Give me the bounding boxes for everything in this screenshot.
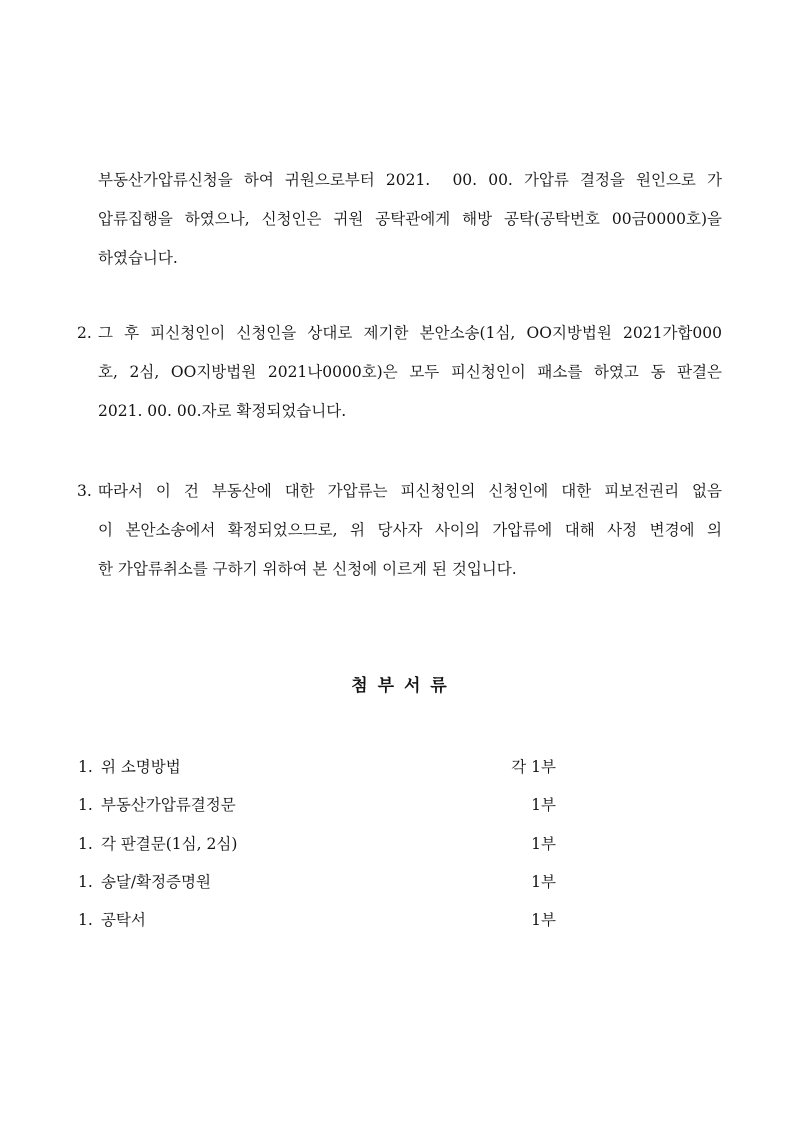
attachment-count: 1부 — [531, 796, 556, 815]
paragraph-3 — [77, 472, 722, 589]
paragraph-line: 따라서 이 건 부동산에 대한 가압류는 피신청인의 신청인에 대한 피보전권리 없음 — [98, 482, 722, 500]
paragraph-line: 하였습니다. — [98, 249, 178, 267]
attachment-number: 1. — [78, 758, 93, 776]
attachment-label: 부동산가압류결정문 — [100, 796, 236, 815]
paragraph-line: 이 본안소송에서 확정되었으므로, 위 당사자 사이의 가압류에 대해 사정 변경에 의 — [98, 521, 722, 539]
attachment-item — [78, 748, 556, 786]
attachment-count: 각 1부 — [511, 758, 556, 776]
attachments-list — [78, 748, 556, 939]
attachment-count: 1부 — [531, 834, 556, 853]
paragraph-line: 부동산가압류신청을 하여 귀원으로부터 2021. 00. 00. 가압류 결정을 원인으로 가 — [98, 171, 722, 189]
attachment-label: 공탁서 — [100, 911, 146, 930]
paragraph-1 — [98, 161, 722, 278]
attachments-heading: 첨 부 서 류 — [351, 676, 449, 696]
attachment-count: 1부 — [531, 911, 556, 930]
attachment-number: 1. — [78, 834, 93, 853]
paragraph-line: 그 후 피신청인이 신청인을 상대로 제기한 본안소송(1심, OO지방법원 2021가합000 — [98, 324, 722, 342]
attachment-label: 위 소명방법 — [100, 758, 181, 776]
paragraph-number: 2. — [77, 324, 92, 342]
paragraph-number: 3. — [77, 482, 92, 500]
attachment-item — [78, 863, 556, 901]
attachment-number: 1. — [78, 911, 93, 930]
attachment-item — [78, 901, 556, 939]
paragraph-line: 압류집행을 하였으나, 신청인은 귀원 공탁관에게 해방 공탁(공탁번호 00금0000호)을 — [98, 210, 722, 228]
attachment-label: 송달/확정증명원 — [100, 872, 211, 891]
paragraph-line: 호, 2심, OO지방법원 2021나0000호)은 모두 피신청인이 패소를 하였고 동 판결은 — [98, 363, 722, 381]
attachment-label: 각 판결문(1심, 2심) — [100, 834, 238, 853]
paragraph-line: 2021. 00. 00.자로 확정되었습니다. — [98, 402, 347, 420]
paragraph-line: 한 가압류취소를 구하기 위하여 본 신청에 이르게 된 것입니다. — [98, 560, 517, 578]
attachment-count: 1부 — [531, 872, 556, 891]
attachment-item — [78, 825, 556, 863]
attachment-number: 1. — [78, 872, 93, 891]
attachment-item — [78, 786, 556, 824]
paragraph-2 — [77, 314, 722, 431]
attachment-number: 1. — [78, 796, 93, 815]
